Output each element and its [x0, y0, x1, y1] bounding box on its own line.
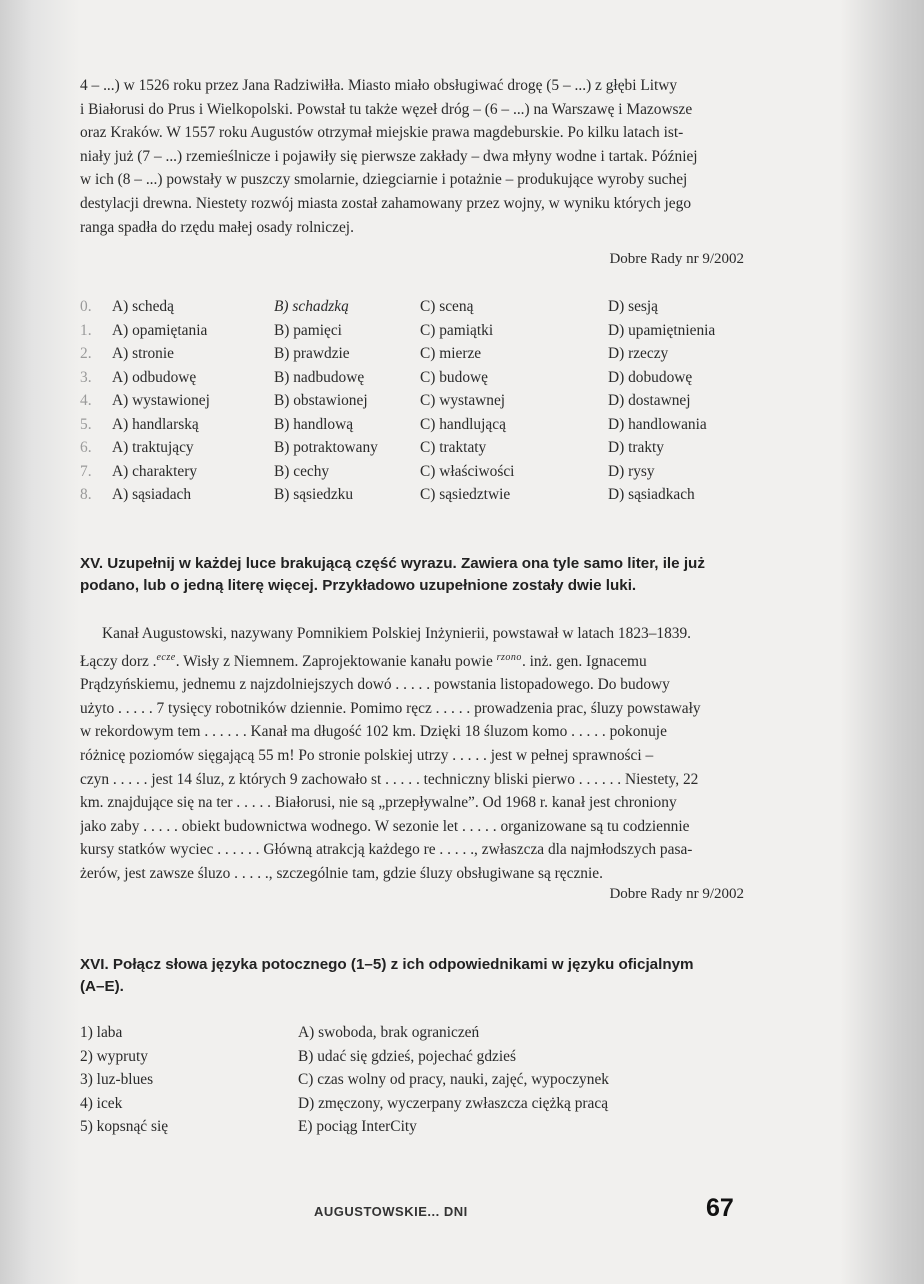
option-b-row-6: B) potraktowany — [274, 439, 378, 456]
option-d-row-7: D) rysy — [608, 462, 655, 480]
exercise-xv-heading — [80, 553, 744, 597]
text-segment: . inż. gen. Ignacemu — [521, 652, 647, 670]
option-d-row-5: D) handlowania — [608, 415, 707, 433]
page-number: 67 — [706, 1194, 734, 1222]
official-item: E) pociąg InterCity — [298, 1118, 417, 1135]
exercise-xvi-heading — [80, 954, 744, 998]
source-citation-top: Dobre Rady nr 9/2002 — [609, 251, 744, 267]
passage-line: oraz Kraków. W 1557 roku Augustów otrzymał miejskie prawa magdeburskie. Po kilku latach ist- — [80, 124, 684, 142]
passage-line: Prądzyńskiemu, jednemu z najzdolniejszych dowó . . . . . powstania listopadowego. Do budowy — [80, 676, 670, 694]
colloquial-item: 1) laba — [80, 1024, 123, 1041]
passage-line: i Białorusi do Prus i Wielkopolski. Powstał tu także węzeł dróg – (6 – ...) na Warszawę i Mazowsze — [80, 100, 693, 118]
passage-line: w ich (8 – ...) powstały w puszczy smolarnie, dziegciarnie i potażnie – produkujące wyroby suchej — [80, 171, 688, 189]
option-d-row-4: D) dostawnej — [608, 392, 691, 409]
exercise-xvi-heading-line: XVI. Połącz słowa języka potocznego (1–5) z ich odpowiednikami w języku oficjalnym — [80, 956, 694, 973]
colloquial-item: 3) luz-blues — [80, 1071, 154, 1088]
option-a-row-4 — [80, 389, 274, 413]
row-number: 2. — [80, 345, 92, 362]
official-item: B) udać się gdzieś, pojechać gdzieś — [298, 1047, 516, 1065]
option-d-row-2: D) rzeczy — [608, 345, 669, 362]
passage-line: 4 – ...) w 1526 roku przez Jana Radziwiłła. Miasto miało obsługiwać drogę (5 – ...) z głębi Litwy — [80, 77, 678, 94]
option-b-row-0: B) schadzką — [274, 298, 349, 315]
option-c-row-0: C) sceną — [420, 298, 474, 315]
passage-line: km. znajdujące się na ter . . . . . Białorusi, nie są „przepływalne”. Od 1968 r. kanał jest chroniony — [80, 794, 677, 812]
option-c-row-6: C) traktaty — [420, 439, 487, 456]
option-text: A) schedą — [112, 298, 174, 315]
colloquial-item: 2) wypruty — [80, 1047, 148, 1065]
option-a-row-6 — [80, 436, 274, 460]
page-shadow-left — [0, 0, 80, 1284]
page-shadow-right — [840, 0, 924, 1284]
option-c-row-8: C) sąsiedztwie — [420, 486, 511, 503]
option-b-row-2: B) prawdzie — [274, 345, 350, 362]
option-a-row-2 — [80, 342, 274, 366]
official-item: C) czas wolny od pracy, nauki, zajęć, wypoczynek — [298, 1071, 609, 1088]
option-text: A) traktujący — [112, 439, 194, 456]
passage-top — [80, 74, 744, 239]
passage-line: Kanał Augustowski, nazywany Pomnikiem Polskiej Inżynierii, powstawał w latach 1823–1839. — [102, 625, 692, 642]
option-b-row-1: B) pamięci — [274, 321, 342, 339]
passage-line: jako zaby . . . . . obiekt budownictwa wodnego. W sezonie let . . . . . organizowane są tu codziennie — [80, 817, 690, 835]
row-number: 5. — [80, 415, 92, 433]
option-c-row-5: C) handlującą — [420, 415, 506, 433]
option-text: A) wystawionej — [112, 392, 210, 409]
option-text: A) odbudowę — [112, 368, 197, 386]
option-b-row-5: B) handlową — [274, 415, 354, 433]
option-text: A) charaktery — [112, 462, 198, 480]
option-a-row-8 — [80, 483, 274, 507]
exercise-xv-heading-line: XV. Uzupełnij w każdej luce brakującą część wyrazu. Zawiera ona tyle samo liter, ile już — [80, 555, 705, 572]
option-c-row-4: C) wystawnej — [420, 392, 506, 409]
row-number: 0. — [80, 298, 92, 315]
footer-title: AUGUSTOWSKIE... DNI — [314, 1204, 468, 1219]
option-a-row-5 — [80, 413, 274, 437]
passage-line: ranga spadła do rzędu małej osady rolniczej. — [80, 218, 354, 236]
passage-line: różnicę poziomów sięgającą 55 m! Po stronie polskiej utrzy . . . . . jest w pełnej sprawności – — [80, 746, 654, 764]
option-text: A) stronie — [112, 345, 174, 362]
passage-line: użyto . . . . . 7 tysięcy robotników dziennie. Pomimo ręcz . . . . . prowadzenia prac, śluzy powstawały — [80, 699, 701, 717]
row-number: 8. — [80, 486, 92, 503]
passage-line: żerów, jest zawsze śluzo . . . . ., szczególnie tam, gdzie śluzy obsługiwane są ręcznie. — [80, 864, 603, 882]
passage-line-with-example — [80, 646, 744, 674]
matching-list — [80, 1021, 744, 1139]
option-a-row-3 — [80, 366, 274, 390]
option-d-row-1: D) upamiętnienia — [608, 321, 716, 339]
option-text: A) opamiętania — [112, 321, 208, 339]
options-table — [80, 295, 744, 507]
option-a-row-7 — [80, 460, 274, 484]
passage-line: niały już (7 – ...) rzemieślnicze i pojawiły się pierwsze zakłady – dwa młyny wodne i tartak. Później — [80, 147, 698, 165]
exercise-xv-heading-line: podano, lub o jedną literę więcej. Przykładowo uzupełnione zostały dwie luki. — [80, 577, 637, 594]
option-c-row-2: C) mierze — [420, 345, 482, 362]
passage-line: czyn . . . . . jest 14 śluz, z których 9 zachowało st . . . . . techniczny bliski pierwo . . . . . . Niestety, 22 — [80, 770, 699, 788]
row-number: 1. — [80, 321, 92, 339]
official-item: D) zmęczony, wyczerpany zwłaszcza ciężką pracą — [298, 1094, 609, 1112]
example-answer-1: ecze — [156, 651, 176, 663]
source-citation-xv: Dobre Rady nr 9/2002 — [609, 886, 744, 902]
option-d-row-6: D) trakty — [608, 439, 664, 456]
exercise-xv-passage — [80, 622, 744, 886]
passage-line: w rekordowym tem . . . . . . Kanał ma długość 102 km. Dzięki 18 śluzom komo . . . . . pokonuje — [80, 723, 667, 741]
option-c-row-1: C) pamiątki — [420, 321, 494, 339]
option-b-row-4: B) obstawionej — [274, 392, 368, 409]
option-b-row-3: B) nadbudowę — [274, 368, 365, 386]
passage-line: destylacji drewna. Niestety rozwój miasta został zahamowany przez wojny, w wyniku których jego — [80, 194, 692, 212]
option-b-row-7: B) cechy — [274, 462, 330, 480]
option-d-row-0: D) sesją — [608, 298, 659, 315]
row-number: 3. — [80, 368, 92, 386]
text-segment: . Wisły z Niemnem. Zaprojektowanie kanału powie — [175, 652, 497, 670]
option-text: A) handlarską — [112, 415, 199, 433]
row-number: 6. — [80, 439, 92, 456]
colloquial-item: 4) icek — [80, 1094, 123, 1112]
option-a-row-0 — [80, 295, 274, 319]
option-d-row-8: D) sąsiadkach — [608, 486, 695, 503]
option-d-row-3: D) dobudowę — [608, 368, 693, 386]
colloquial-item: 5) kopsnąć się — [80, 1118, 169, 1135]
exercise-xvi-heading-line: (A–E). — [80, 978, 124, 995]
text-segment: Łączy dorz . — [80, 652, 157, 670]
option-c-row-3: C) budowę — [420, 368, 488, 386]
row-number: 4. — [80, 392, 92, 409]
passage-line: kursy statków wyciec . . . . . . Główną atrakcją każdego re . . . . ., zwłaszcza dla najmłodszych pasa- — [80, 841, 693, 859]
option-text: A) sąsiadach — [112, 486, 192, 503]
option-c-row-7: C) właściwości — [420, 462, 515, 480]
option-b-row-8: B) sąsiedzku — [274, 486, 354, 503]
row-number: 7. — [80, 462, 92, 480]
official-item: A) swoboda, brak ograniczeń — [298, 1024, 480, 1041]
option-a-row-1 — [80, 319, 274, 343]
example-answer-2: rzono — [496, 651, 522, 663]
